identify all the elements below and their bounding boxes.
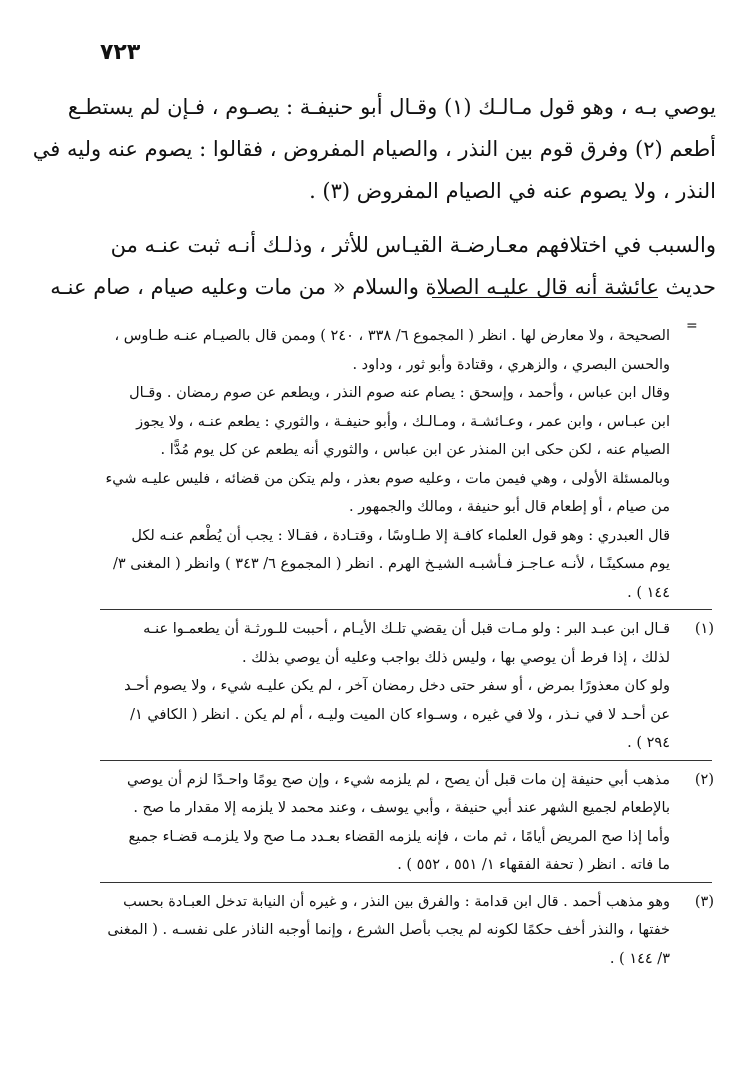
footnote-divider [100,609,712,611]
footnote-line: لذلك ، إذا فرط أن يوصي بها ، وليس ذلك بواجب وعليه أن يوصي بذلك . [242,649,670,666]
footnote-1 [100,615,714,758]
footnote-3 [100,888,714,974]
footnote-line: من صيام ، أو إطعام قال أبو حنيفة ، ومالك والجمهور . [348,499,670,515]
main-line: حديث عائشة أنه قال عليـه الصلاة والسلام « من مات وعليه صيام ، صام عنـه [50,275,716,299]
footnote-line: وبالمسئلة الأولى ، وهي فيمن مات ، وعليه صوم بعذر ، ولم يتكن من قضائه ، فليس عليـه شيء [105,470,670,487]
footnote-number: (٣) [694,893,714,910]
footnote-line: ٣/ ١٤٤ ) . [609,950,670,967]
main-line: أطعم (٢) وفرق قوم بين النذر ، والصيام المفروض ، فقالوا : يصوم عنه وليه في [32,137,716,161]
main-text [32,86,716,308]
footnote-divider [100,760,712,762]
main-line: النذر ، ولا يصوم عنه في الصيام المفروض (٣) . [309,179,716,203]
footnote-line: الصحيحة ، ولا معارض لها . انظر ( المجموع ٦/ ٣٣٨ ، ٢٤٠ ) وممن قال بالصيـام عنـه طـاوس ، [114,328,670,344]
footnotes [100,322,714,973]
footnote-line: بالإطعام لجميع الشهر عند أبي حنيفة ، وأبي يوسف ، وعند محمد لا يلزمه إلا مقدار ما صح . [133,800,670,816]
footnote-separator-rule [432,297,658,298]
footnote-number: (٢) [694,771,714,788]
footnote-line: خفتها ، والنذر أخف حكمًا لكونه لم يجب بأصل الشرع ، وإنما أوجبه الناذر على نفسـه . ( المغنى [107,922,670,938]
footnote-line: ما فاته . انظر ( تحفة الفقهاء ١/ ٥٥١ ، ٥٥٢ ) . [397,857,670,873]
footnote-line: والحسن البصري ، والزهري ، وقتادة وأبو ثور ، وداود . [352,356,670,373]
footnote-2 [100,766,714,880]
page-number: ٧٢٣ [100,40,141,65]
footnote-line: قال العبدري : وهو قول العلماء كافـة إلا طـاوسًا ، وقتـادة ، فقـالا : يجب أن يُطْعم عنـه لكل [131,527,670,544]
footnote-line: مذهب أبي حنيفة إن مات قبل أن يصح ، لم يلزمه شيء ، وإن صح يومًا واحـدًا لزم أن يوصي [126,771,670,788]
footnote-line: الصيام عنه ، لكن حكى ابن المنذر عن ابن عباس ، والثوري أنه يطعم عن كل يوم مُدًّا . [160,442,670,458]
footnote-line: ٢٩٤ ) . [627,735,670,751]
footnote-line: ابن عبـاس ، وابن عمر ، وعـائشـة ، ومـالـك ، وأبو حنيفـة ، والثوري : يطعم عنـه ، ولا يجوز [136,413,670,430]
footnote-line: وقال ابن عباس ، وأحمد ، وإسحق : يصام عنه صوم النذر ، ويطعم عن صوم رمضان . وقـال [129,385,670,401]
footnote-line: وهو مذهب أحمد . قال ابن قدامة : والفرق بين النذر ، و غيره أن النيابة تدخل العبـادة بحسب [123,893,670,910]
footnote-line: يوم مسكينًـا ، لأنـه عـاجـز فـأشبـه الشيـخ الهرم . انظر ( المجموع ٦/ ٣٤٣ ) وانظر ( المغنى ٣/ [112,556,670,572]
main-line: والسبب في اختلافهم معـارضـة القيـاس للأثر ، وذلـك أنـه ثبت عنـه من [110,233,716,257]
footnote-number: (١) [694,621,714,637]
continuation-marker: = [686,318,698,334]
footnote-continuation [100,322,670,607]
footnote-line: قـال ابن عبـد البر : ولو مـات قبل أن يقضي تلـك الأيـام ، أحببت للـورثـة أن يطعمـوا عنـه [143,621,670,637]
footnote-line: ولو كان معذورًا بمرض ، أو سفر حتى دخل رمضان آخر ، لم يكن عليـه شيء ، ولا يصوم أحـد [124,678,670,694]
footnote-line: عن أحـد لا في نـذر ، ولا في غيره ، وسـواء كان الميت وليـه ، أم لم يكن . انظر ( الكافي ١/ [130,706,670,723]
footnote-divider [100,882,712,884]
main-line: يوصي بـه ، وهو قول مـالـك (١) وقـال أبو حنيفـة : يصـوم ، فـإن لم يستطـع [67,95,716,119]
footnote-line: وأما إذا صح المريض أيامًا ، ثم مات ، فإنه يلزمه القضاء بعـدد مـا صح ولا يلزمـه قضـاء جميع [128,828,670,845]
footnote-line: ١٤٤ ) . [627,584,670,601]
